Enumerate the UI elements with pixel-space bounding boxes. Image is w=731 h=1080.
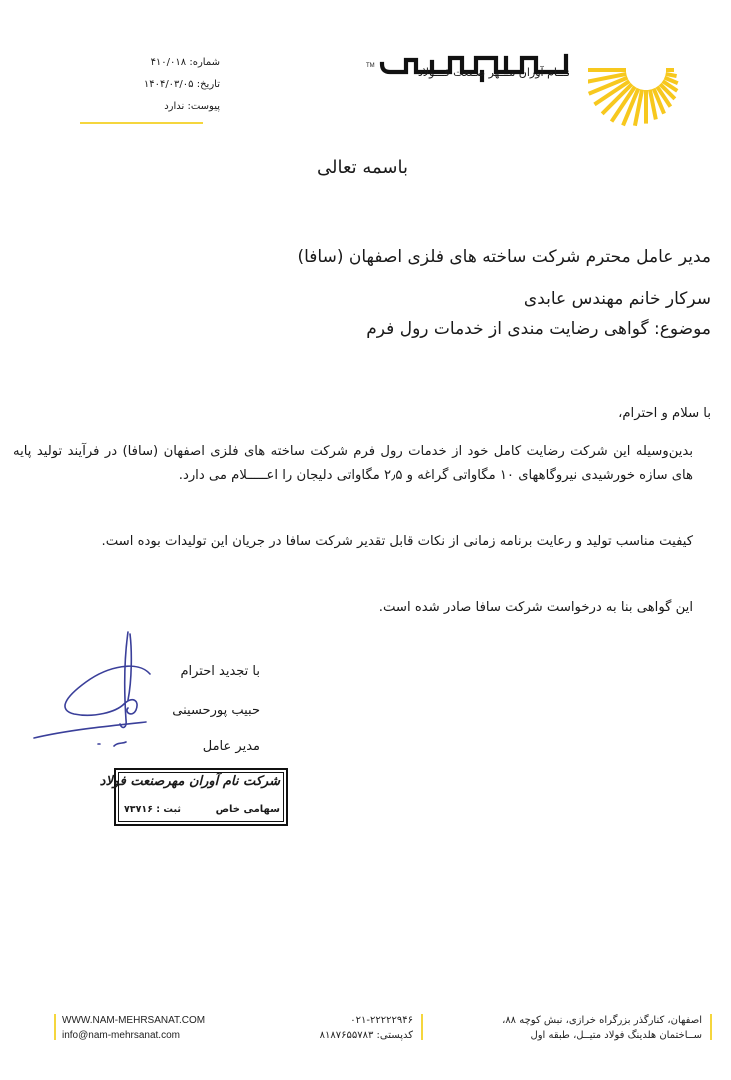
email-link[interactable]: info@nam-mehrsanat.com [62,1030,180,1041]
stamp-company-type: سهامی خاص [215,804,280,815]
address-line-2: ســاختمان هلدینگ فولاد متیــل، طبقه اول [530,1030,702,1041]
website-link[interactable]: WWW.NAM-MEHRSANAT.COM [62,1015,206,1026]
phone-number: ۰۲۱-۲۲۲۲۲۹۴۶ [350,1015,413,1026]
footer-web-contact [62,1013,205,1043]
signatory-title: مدیر عامل [202,739,260,754]
footer-divider [54,1014,56,1040]
footer-divider [421,1014,423,1040]
paragraph-1: بدین‌وسیله این شرکت رضایت کامل خود از خدمات رول فرم شرکت ساخته های فلزی اصفهان (سافا) در فرآیند تولید پایه های سازه خورشیدی نیروگاههای ۱۰ مگاواتی گراغه و ۲٫۵ مگاواتی دلیجان را اعـــــلام می دارد. [13,444,693,483]
logo-trademark: TM [366,63,375,69]
signatory-name: حبیب پورحسینی [172,703,260,718]
company-stamp [99,768,288,826]
stamp-registration: ثبت : ۷۳۷۱۶ [124,804,181,815]
recipient-line: مدیر عامل محترم شرکت ساخته های فلزی اصفهان (سافا) [297,247,711,267]
greeting: با سلام و احترام، [618,406,711,421]
sun-ray [666,74,677,76]
meta-divider [80,122,203,124]
sun-logo-icon [588,60,731,135]
letter-meta [100,52,220,118]
closing-phrase: با تجدید احترام [180,664,260,679]
stamp-company-name: شرکت نام آوران مهرصنعت فولاد [99,774,280,789]
attention-line: سرکار خانم مهندس عابدی [523,289,711,309]
footer-divider [710,1014,712,1040]
paragraph-2: کیفیت مناسب تولید و رعایت برنامه زمانی از نکات قابل تقدیر شرکت سافا در جریان این تولیدات بوده است. [101,534,693,549]
postal-code: کدپستی: ۸۱۸۷۶۵۵۷۸۳ [319,1030,413,1041]
paragraph-3: این گواهی بنا به درخواست شرکت سافا صادر شده است. [378,600,693,615]
letter-attachment: پیوست: ندارد [164,101,220,112]
footer-phone-postal [263,1013,413,1043]
letter-date: تاریخ: ۱۴۰۴/۰۳/۰۵ [143,79,220,90]
address-line-1: اصفهان، کنارگذر بزرگراه خرازی، نبش کوچه ۸۸، [502,1015,702,1026]
basmala-heading: باسمه تعالی [316,157,409,178]
logo-subtitle: نـــام آوران مـــهر صـنعت فـــولاد [417,66,570,79]
letter-number: شماره: ۴۱۰/۰۱۸ [150,57,220,68]
footer-address [482,1013,702,1043]
subject-line: موضوع: گواهی رضایت مندی از خدمات رول فرم [366,319,711,339]
handwritten-signature [28,630,158,750]
